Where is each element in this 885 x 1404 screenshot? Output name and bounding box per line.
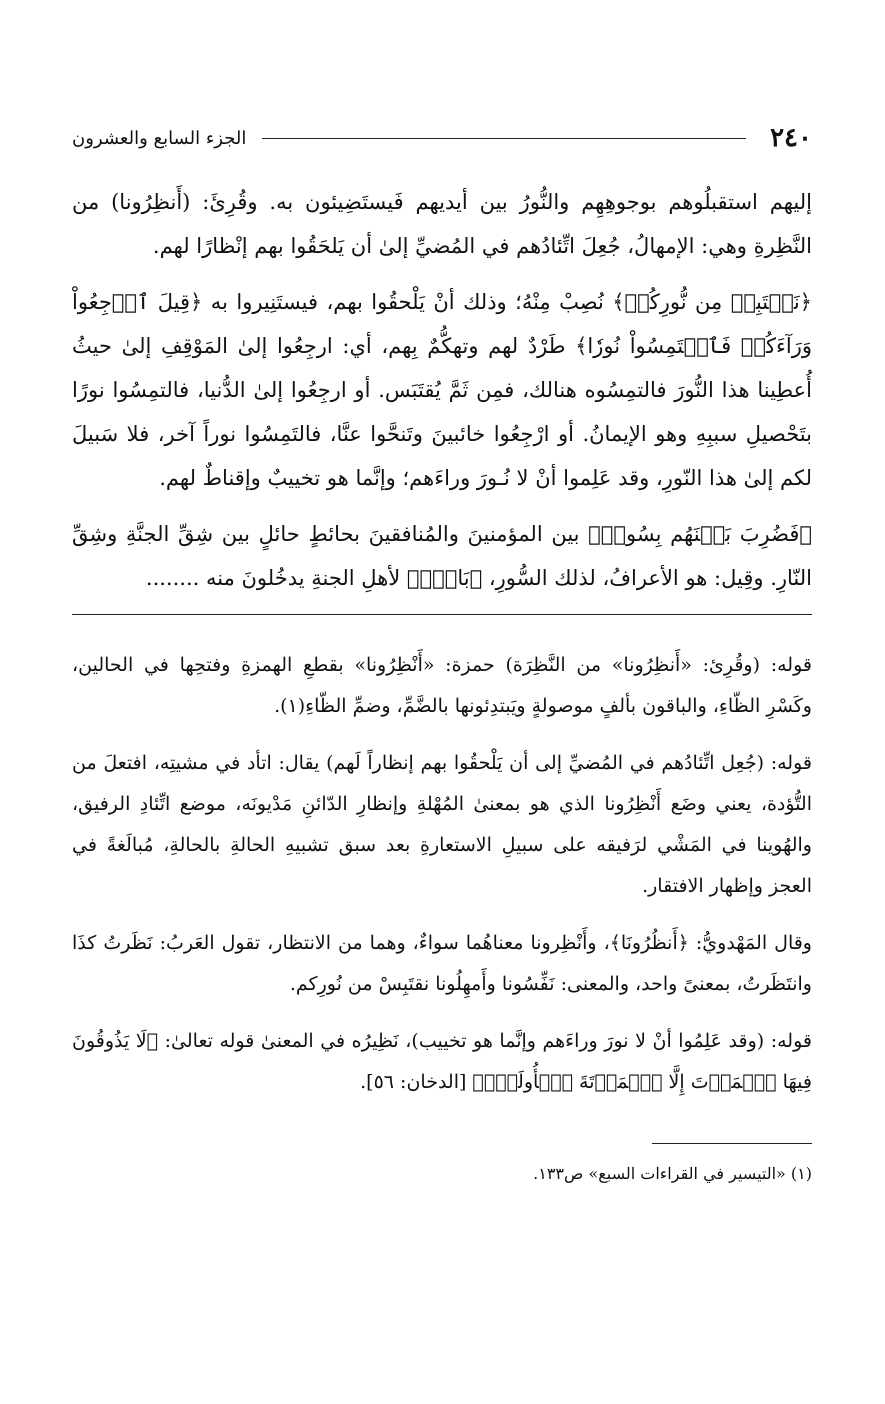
running-header — [72, 118, 812, 158]
main-paragraph: ﴿نَقۡتَبِسۡ مِن نُّورِكُمۡ﴾ نُصِبْ مِنْهُ؛ وذلك أنْ يَلْحقُوا بهم، فيستَنِيروا به ﴿قِيلَ ٱرۡجِعُواْ وَرَآءَكُمۡ فَٱلۡتَمِسُواْ نُورٗا﴾ طَرْدٌ لهم وتهكُّمٌ بِهم، أي: ارجِعُوا إلىٰ المَوْقِفِ إلىٰ حيثُ أُعطِينا هذا النُّورَ فالتمِسُوه هنالك، فمِن ثَمَّ يُقتَبَس. أو ارجِعُوا إلىٰ الدُّنيا، فالتمِسُوا نورًا بتَحْصيلِ سببِهِ وهو الإيمانُ. أو ارْجِعُوا خائبينَ وتَنحَّوا عنَّا، فالتَمِسُوا نوراً آخر، فلا سَبيلَ لكم إلىٰ هذا النّورِ، وقد عَلِموا أنْ لا نُـورَ وراءَهم؛ وإنَّما هو تخييبٌ وإقناطٌ لهم. — [72, 290, 812, 490]
text-separator-rule — [72, 614, 812, 615]
main-paragraph: إليهم استقبلُوهم بوجوهِهِم والنُّورُ بين أيديهم فَيستَضِيئون به. وقُرِئَ: (أَنظِرُونا) من النَّظِرةِ وهي: الإمهالُ، جُعِلَ اتِّئادُهم في المُضيِّ إلىٰ أن يَلحَقُوا بهم إنْظارًا لهم. — [72, 190, 812, 258]
commentary-paragraph: وقال المَهْدويُّ: ﴿أَنظُرُونَا﴾، وأَنْظِرونا معناهُما سواءٌ، وهما من الانتظار، تقول العَربُ: نَظَرتُ كذَا وانتَظَرتُ، بمعنىً واحد، والمعنى: نَفِّسُونا وأَمهِلُونا نقتَبِسْ من نُورِكم. — [72, 932, 812, 995]
commentary-paragraph: قوله: (وقد عَلِمُوا أنْ لا نورَ وراءَهم وإنَّما هو تخييب)، نَظِيرُه في المعنىٰ قوله تعالىٰ: ﴿لَا يَذُوقُونَ فِيهَا ٱلۡمَوۡتَ إِلَّا ٱلۡمَوۡتَةَ ٱلۡأُولَىٰۖ﴾ [الدخان: ٥٦]. — [72, 1030, 812, 1093]
book-page — [72, 118, 812, 1188]
main-text — [72, 180, 812, 600]
commentary-paragraph: قوله: (وقُرِئ: «أَنظِرُونا» من النَّظِرَة) حمزة: «أَنْظِرُونا» بقطعِ الهمزةِ وفتحِها في الحالين، وكَسْرِ الظّاءِ، والباقون بألفٍ موصولةٍ ويَبتدِئونها بالضَّمِّ، وضمِّ الظّاءِ(١). — [72, 654, 812, 717]
commentary-paragraph: قوله: (جُعِل اتِّئادُهم في المُضيِّ إلى أن يَلْحقُوا بهم إنظاراً لَهم) يقال: اتأد في مشيتِه، افتعلَ من التُّؤدة، يعني وضَع أَنْظِرُونا الذي هو بمعنىٰ المُهْلةِ وإنظارِ الدّائنِ مَدْيونَه، موضع اتِّئادِ الرفيق، والهُوينا في المَشْي لرَفيقه على سبيلِ الاستعارةِ بعد سبق تشبيهِ الحالةِ بالحالةِ، مُبالَغةً في العجز وإظهار الافتقار. — [72, 752, 812, 897]
main-paragraph: ﴿فَضُرِبَ بَيۡنَهُم بِسُورٖ﴾ بين المؤمنينَ والمُنافقينَ بحائطٍ حائلٍ بين شِقِّ الجنَّةِ وشِقِّ النّارِ. وقِيل: هو الأعرافُ، لذلك السُّورِ، ﴿بَابُۢ﴾ لأهلِ الجنةِ يدخُلونَ منه ........ — [72, 522, 812, 590]
book-part-title: الجزء السابع والعشرون — [72, 127, 247, 149]
footnote-rule — [652, 1143, 812, 1144]
commentary-section — [72, 645, 812, 1103]
page-number: ٢٤٠ — [770, 123, 812, 153]
header-rule — [262, 138, 746, 139]
footnote: (١) «التيسير في القراءات السبع» ص١٣٣. — [533, 1164, 812, 1183]
